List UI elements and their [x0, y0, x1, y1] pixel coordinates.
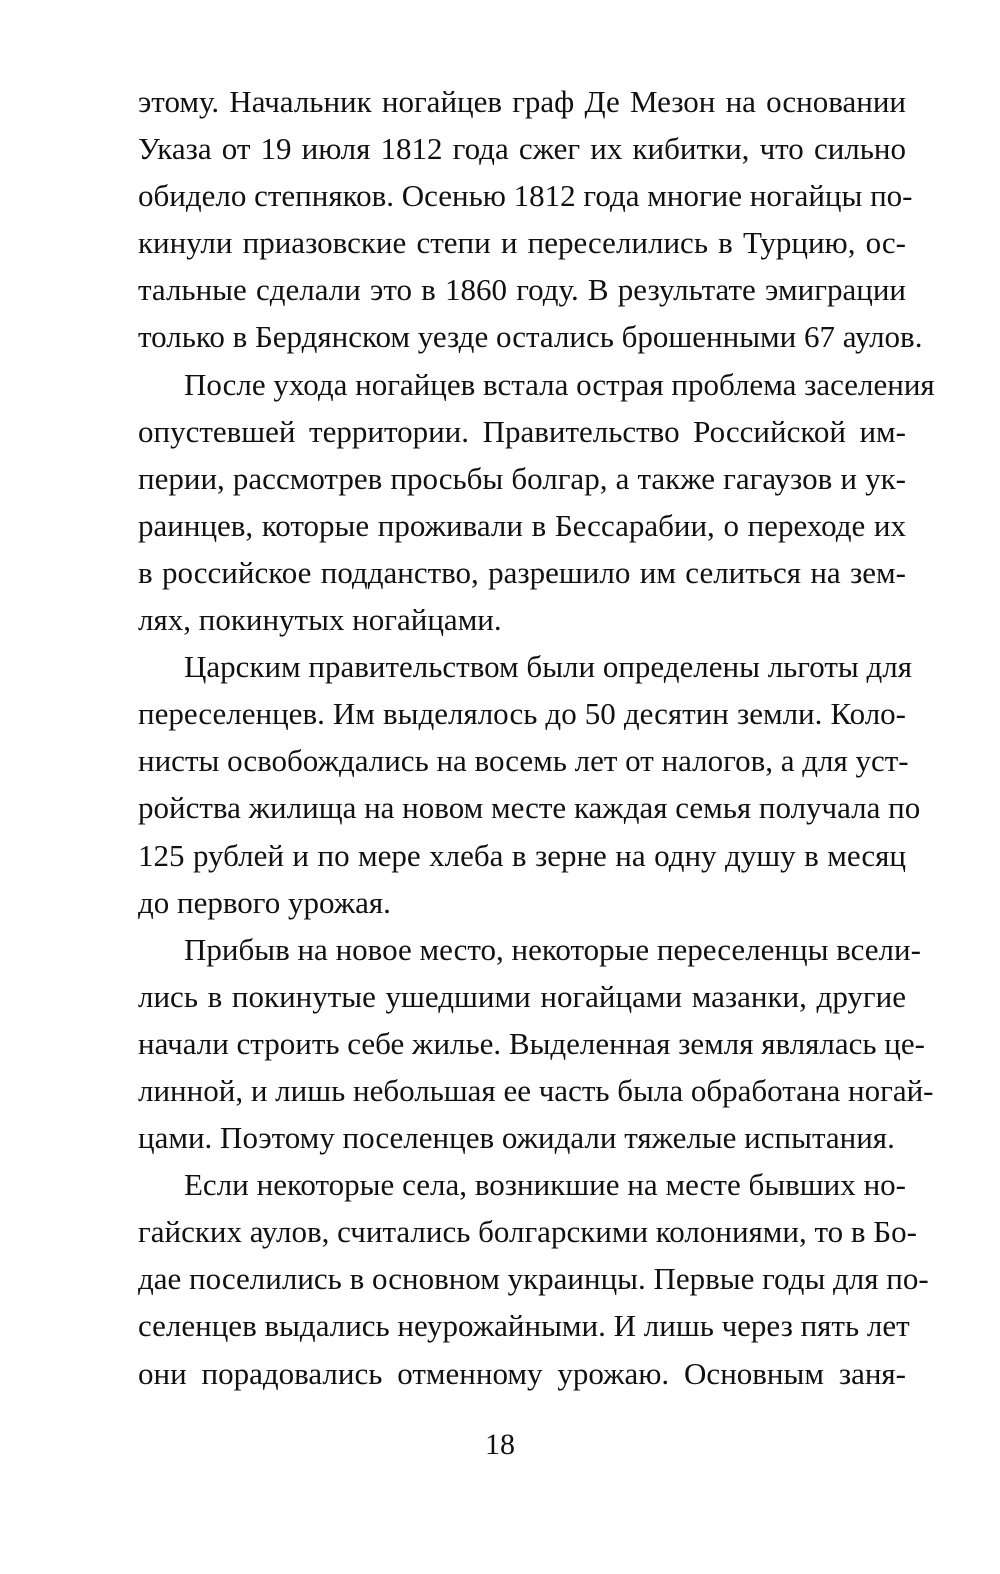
text-line: лись в покинутые ушедшими ногайцами мазанки, другие — [138, 978, 906, 1014]
text-line: Если некоторые села, возникшие на месте бывших но- — [184, 1167, 906, 1203]
paragraph — [138, 1161, 929, 1396]
text-line: Царским правительством были определены льготы для — [184, 649, 912, 685]
text-line: ройства жилища на новом месте каждая семья получала по — [138, 790, 921, 826]
text-line: опустевшей территории. Правительство Российской им- — [138, 413, 906, 449]
body-text — [138, 78, 935, 1397]
text-line: Указа от 19 июля 1812 года сжег их кибитки, что сильно — [138, 131, 906, 167]
text-line: селенцев выдались неурожайными. И лишь через пять лет — [138, 1308, 910, 1344]
text-line: кинули приазовские степи и переселились в Турцию, ос- — [138, 225, 906, 261]
text-line: гайских аулов, считались болгарскими колониями, то в Бо- — [138, 1214, 917, 1250]
paragraph — [138, 78, 923, 361]
text-line: раинцев, которые проживали в Бессарабии, о переходе их — [138, 507, 906, 543]
text-line: перии, рассмотрев просьбы болгар, а также гагаузов и ук- — [138, 460, 906, 496]
page-number: 18 — [485, 1428, 515, 1461]
text-line: только в Бердянском уезде остались брошенными 67 аулов. — [138, 319, 923, 355]
text-line: После ухода ногайцев встала острая проблема заселения — [184, 366, 935, 402]
text-line: линной, и лишь небольшая ее часть была обработана ногай- — [138, 1072, 934, 1108]
paragraph — [138, 926, 934, 1161]
text-line: они порадовались отменному урожаю. Основным заня- — [138, 1355, 906, 1391]
text-line: цами. Поэтому поселенцев ожидали тяжелые испытания. — [138, 1120, 895, 1156]
text-line: лях, покинутых ногайцами. — [138, 602, 502, 638]
text-line: в российское подданство, разрешило им селиться на зем- — [138, 554, 906, 590]
text-line: Прибыв на новое место, некоторые переселенцы всели- — [184, 931, 921, 967]
text-line: дае поселились в основном украинцы. Первые годы для по- — [138, 1261, 929, 1297]
paragraph — [138, 361, 935, 644]
text-line: тальные сделали это в 1860 году. В результате эмиграции — [138, 272, 906, 308]
text-line: до первого урожая. — [138, 884, 391, 920]
text-line: 125 рублей и по мере хлеба в зерне на одну душу в месяц — [138, 837, 906, 873]
text-line: начали строить себе жилье. Выделенная земля являлась це- — [138, 1025, 925, 1061]
text-line: нисты освобождались на восемь лет от налогов, а для уст- — [138, 743, 909, 779]
text-line: переселенцев. Им выделялось до 50 десятин земли. Коло- — [138, 696, 906, 732]
text-line: этому. Начальник ногайцев граф Де Мезон на основании — [138, 84, 906, 119]
paragraph — [138, 643, 921, 926]
text-line: обидело степняков. Осенью 1812 года многие ногайцы по- — [138, 178, 913, 214]
